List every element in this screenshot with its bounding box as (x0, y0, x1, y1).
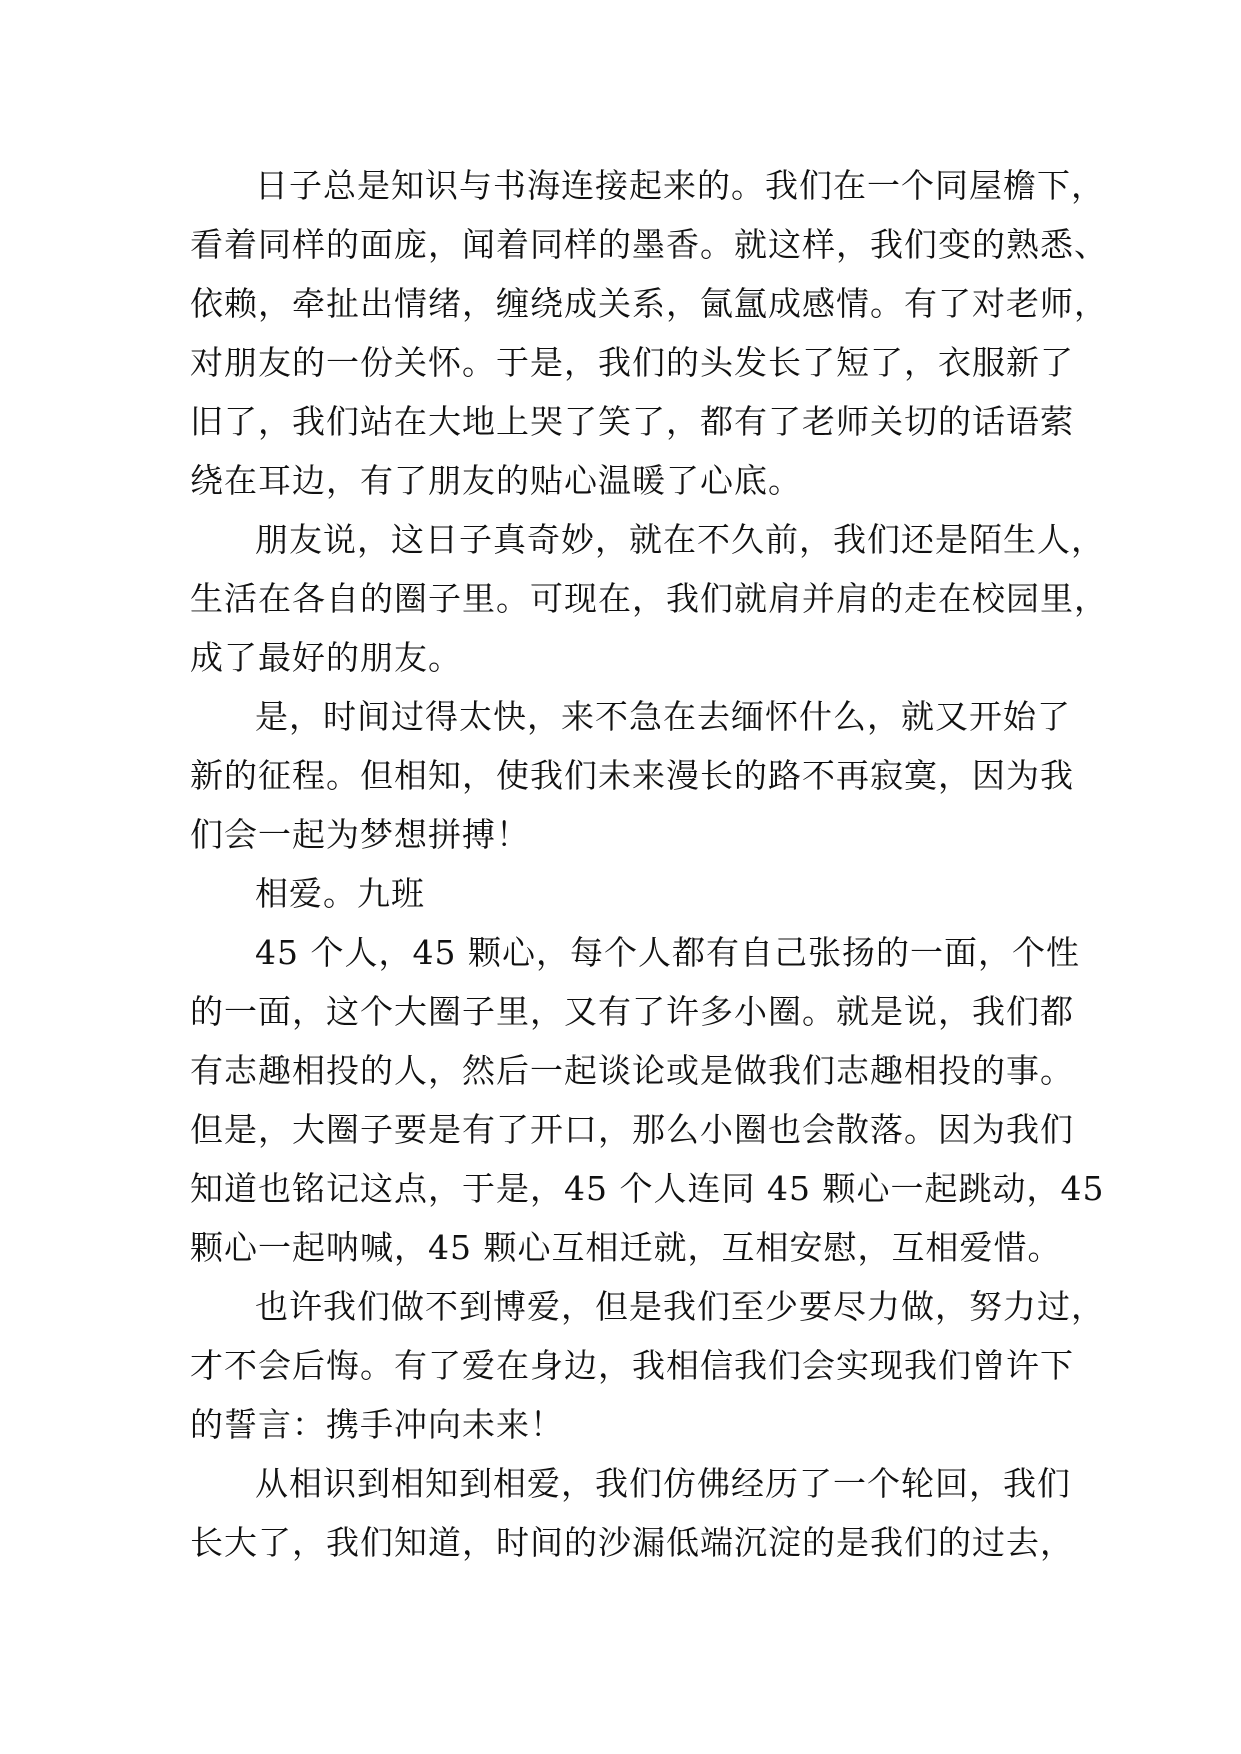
text-line: 但是，大圈子要是有了开口，那么小圈也会散落。因为我们 (190, 1110, 1074, 1149)
text-line: 生活在各自的圈子里。可现在，我们就肩并肩的走在校园里， (190, 579, 1108, 618)
text-line: 旧了，我们站在大地上哭了笑了，都有了老师关切的话语萦 (190, 402, 1074, 441)
text-line: 对朋友的一份关怀。于是，我们的头发长了短了，衣服新了 (190, 343, 1074, 382)
text-line: 成了最好的朋友。 (190, 638, 462, 677)
text-line: 绕在耳边，有了朋友的贴心温暖了心底。 (190, 461, 802, 500)
text-line: 新的征程。但相知，使我们未来漫长的路不再寂寞，因为我 (190, 756, 1074, 795)
text-line: 的一面，这个大圈子里，又有了许多小圈。就是说，我们都 (190, 992, 1074, 1031)
text-line: 的誓言：携手冲向未来！ (190, 1405, 564, 1444)
text-line: 长大了，我们知道，时间的沙漏低端沉淀的是我们的过去， (190, 1523, 1074, 1562)
text-line: 有志趣相投的人，然后一起谈论或是做我们志趣相投的事。 (190, 1051, 1074, 1090)
section-heading: 相爱。九班 (255, 874, 425, 913)
text-line: 才不会后悔。有了爱在身边，我相信我们会实现我们曾许下 (190, 1346, 1074, 1385)
text-line: 日子总是知识与书海连接起来的。我们在一个同屋檐下， (255, 166, 1105, 205)
text-line: 颗心一起呐喊，45 颗心互相迁就，互相安慰，互相爱惜。 (190, 1228, 1062, 1267)
text-line: 知道也铭记这点，于是，45 个人连同 45 颗心一起跳动，45 (190, 1169, 1105, 1208)
text-line: 也许我们做不到博爱，但是我们至少要尽力做，努力过， (255, 1287, 1105, 1326)
text-line: 朋友说，这日子真奇妙，就在不久前，我们还是陌生人， (255, 520, 1105, 559)
text-line: 依赖，牵扯出情绪，缠绕成关系，氤氲成感情。有了对老师， (190, 284, 1108, 323)
text-line: 们会一起为梦想拼搏！ (190, 815, 530, 854)
text-line: 是，时间过得太快，来不急在去缅怀什么，就又开始了 (255, 697, 1071, 736)
text-line: 看着同样的面庞，闻着同样的墨香。就这样，我们变的熟悉、 (190, 225, 1108, 264)
text-line: 从相识到相知到相爱，我们仿佛经历了一个轮回，我们 (255, 1464, 1071, 1503)
text-line: 45 个人，45 颗心，每个人都有自己张扬的一面，个性 (255, 933, 1080, 972)
